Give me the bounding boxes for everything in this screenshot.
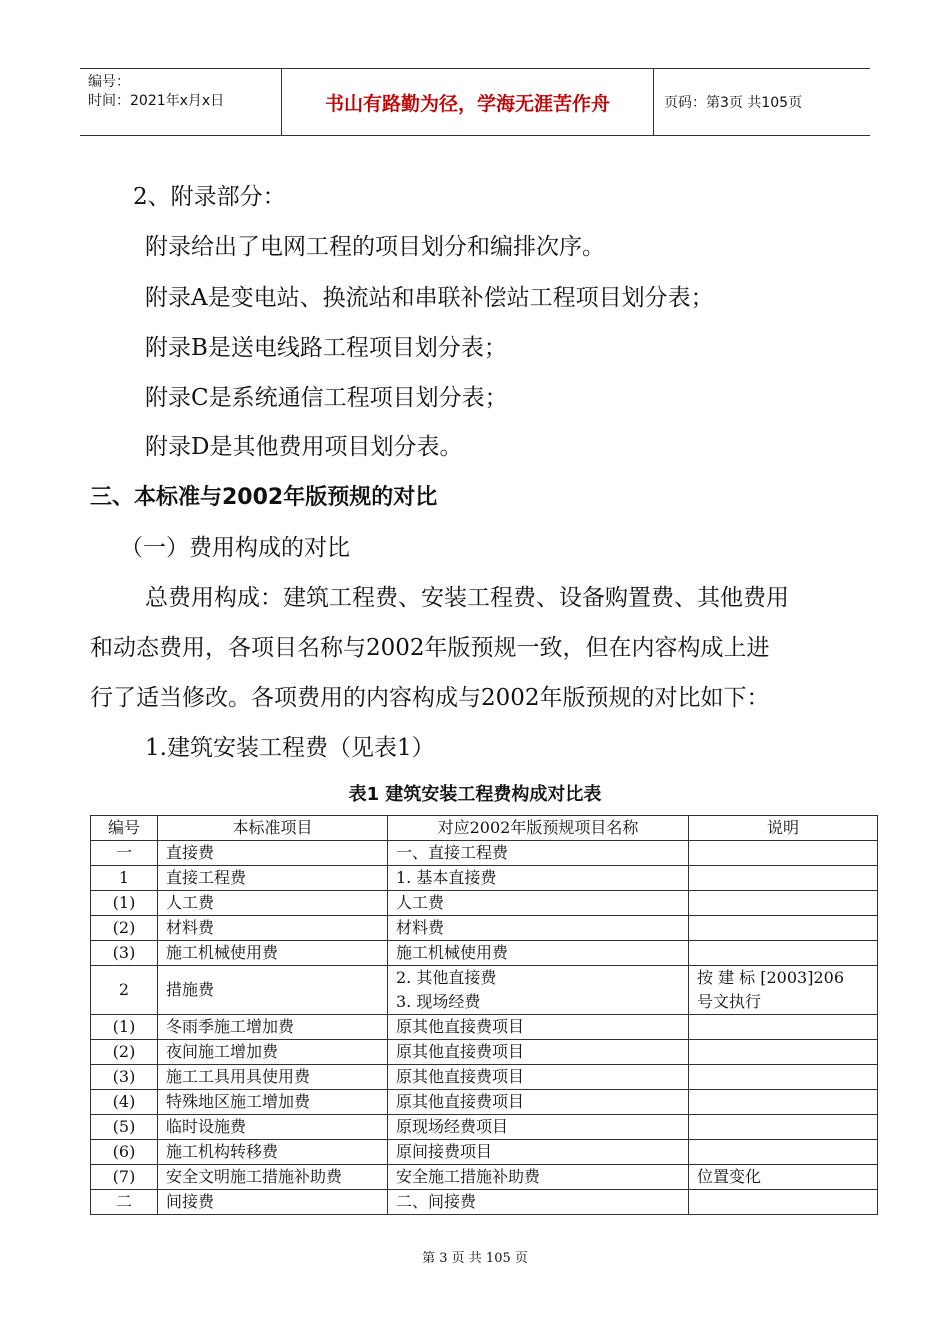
header-page-info: 页码：第3页 共105页 xyxy=(664,95,803,111)
cell-note xyxy=(689,1090,878,1115)
cell-item: 直接工程费 xyxy=(158,866,388,891)
paragraph-line: 和动态费用，各项目名称与2002年版预规一致，但在内容构成上进 xyxy=(90,635,770,661)
subsection-heading: （一）费用构成的对比 xyxy=(120,535,350,561)
header-number: 编号： xyxy=(88,74,130,90)
cell-2002-item: 1. 基本直接费 xyxy=(388,866,689,891)
cell-number: 二 xyxy=(91,1190,158,1215)
cell-2002-item: 二、间接费 xyxy=(388,1190,689,1215)
cell-note xyxy=(689,866,878,891)
cell-note xyxy=(689,1015,878,1040)
cell-item: 安全文明施工措施补助费 xyxy=(158,1165,388,1190)
cell-2002-item: 材料费 xyxy=(388,916,689,941)
table-row xyxy=(91,1040,878,1065)
cell-2002-item: 原其他直接费项目 xyxy=(388,1065,689,1090)
cell-note xyxy=(689,916,878,941)
cell-item: 直接费 xyxy=(158,841,388,866)
cell-note xyxy=(689,1065,878,1090)
cell-item: 施工工具用具使用费 xyxy=(158,1065,388,1090)
cell-item: 人工费 xyxy=(158,891,388,916)
cell-item: 措施费 xyxy=(158,966,388,1015)
cell-number: (2) xyxy=(91,916,158,941)
appendix-d: 附录D是其他费用项目划分表。 xyxy=(145,434,463,460)
cell-2002-item: 2. 其他直接费 xyxy=(388,966,689,991)
cell-item: 夜间施工增加费 xyxy=(158,1040,388,1065)
cell-number: (1) xyxy=(91,1015,158,1040)
cell-number: (7) xyxy=(91,1165,158,1190)
cell-2002-item: 3. 现场经费 xyxy=(388,990,689,1015)
cell-item: 材料费 xyxy=(158,916,388,941)
cell-note: 按 建 标 [2003]206 xyxy=(689,966,878,991)
paragraph-line: 行了适当修改。各项费用的内容构成与2002年版预规的对比如下： xyxy=(90,685,770,711)
table-header-row xyxy=(91,816,878,841)
section-heading: 三、本标准与2002年版预规的对比 xyxy=(90,485,438,510)
cell-2002-item: 安全施工措施补助费 xyxy=(388,1165,689,1190)
cell-note xyxy=(689,1040,878,1065)
appendix-b: 附录B是送电线路工程项目划分表； xyxy=(145,335,507,361)
cell-2002-item: 一、直接工程费 xyxy=(388,841,689,866)
cell-number: (1) xyxy=(91,891,158,916)
cell-note xyxy=(689,1140,878,1165)
cell-item: 间接费 xyxy=(158,1190,388,1215)
paragraph-line: 总费用构成：建筑工程费、安装工程费、设备购置费、其他费用 xyxy=(145,585,789,611)
table-row xyxy=(91,866,878,891)
cell-item: 冬雨季施工增加费 xyxy=(158,1015,388,1040)
header-cell-item: 本标准项目 xyxy=(158,816,388,841)
table-row xyxy=(91,1165,878,1190)
table-row xyxy=(91,1140,878,1165)
table-row xyxy=(91,891,878,916)
cell-number: (2) xyxy=(91,1040,158,1065)
cell-number: 1 xyxy=(91,866,158,891)
header-motto: 书山有路勤为径，学海无涯苦作舟 xyxy=(282,69,654,135)
page-header xyxy=(80,68,870,136)
list-item-heading: 1.建筑安装工程费（见表1） xyxy=(145,735,435,761)
table-row xyxy=(91,1090,878,1115)
cell-note xyxy=(689,841,878,866)
header-meta xyxy=(80,69,282,135)
cell-note xyxy=(689,1190,878,1215)
cell-item: 施工机械使用费 xyxy=(158,941,388,966)
cell-number: 2 xyxy=(91,966,158,1015)
page-footer: 第 3 页 共 105 页 xyxy=(422,1251,528,1266)
cell-item: 特殊地区施工增加费 xyxy=(158,1090,388,1115)
cell-number: (4) xyxy=(91,1090,158,1115)
cell-number: (5) xyxy=(91,1115,158,1140)
cell-note xyxy=(689,1115,878,1140)
table-row xyxy=(91,1190,878,1215)
header-time: 时间：2021年x月x日 xyxy=(88,93,225,109)
cell-note xyxy=(689,941,878,966)
appendix-c: 附录C是系统通信工程项目划分表； xyxy=(145,385,508,411)
appendix-intro: 附录给出了电网工程的项目划分和编排次序。 xyxy=(145,234,605,260)
cost-comparison-table xyxy=(90,815,878,1215)
table-row xyxy=(91,916,878,941)
header-cell-2002-item: 对应2002年版预规项目名称 xyxy=(388,816,689,841)
header-cell-note: 说明 xyxy=(689,816,878,841)
table-row xyxy=(91,1015,878,1040)
table-caption: 表1 建筑安装工程费构成对比表 xyxy=(348,784,602,805)
table-row xyxy=(91,1115,878,1140)
cell-item: 施工机构转移费 xyxy=(158,1140,388,1165)
table-row xyxy=(91,1065,878,1090)
cell-number: 一 xyxy=(91,841,158,866)
appendix-heading: 2、附录部分： xyxy=(133,184,286,210)
cell-2002-item: 施工机械使用费 xyxy=(388,941,689,966)
cell-number: (3) xyxy=(91,941,158,966)
appendix-a: 附录A是变电站、换流站和串联补偿站工程项目划分表； xyxy=(145,285,714,311)
cell-note: 号文执行 xyxy=(689,990,878,1015)
cell-number: (6) xyxy=(91,1140,158,1165)
table-row xyxy=(91,841,878,866)
cell-2002-item: 原其他直接费项目 xyxy=(388,1090,689,1115)
cell-2002-item: 原现场经费项目 xyxy=(388,1115,689,1140)
header-cell-number: 编号 xyxy=(91,816,158,841)
cell-2002-item: 原其他直接费项目 xyxy=(388,1040,689,1065)
cell-number: (3) xyxy=(91,1065,158,1090)
table-row xyxy=(91,941,878,966)
cell-note: 位置变化 xyxy=(689,1165,878,1190)
cell-2002-item: 原间接费项目 xyxy=(388,1140,689,1165)
cell-note xyxy=(689,891,878,916)
table-row xyxy=(91,966,878,991)
cell-2002-item: 人工费 xyxy=(388,891,689,916)
cell-2002-item: 原其他直接费项目 xyxy=(388,1015,689,1040)
cell-item: 临时设施费 xyxy=(158,1115,388,1140)
